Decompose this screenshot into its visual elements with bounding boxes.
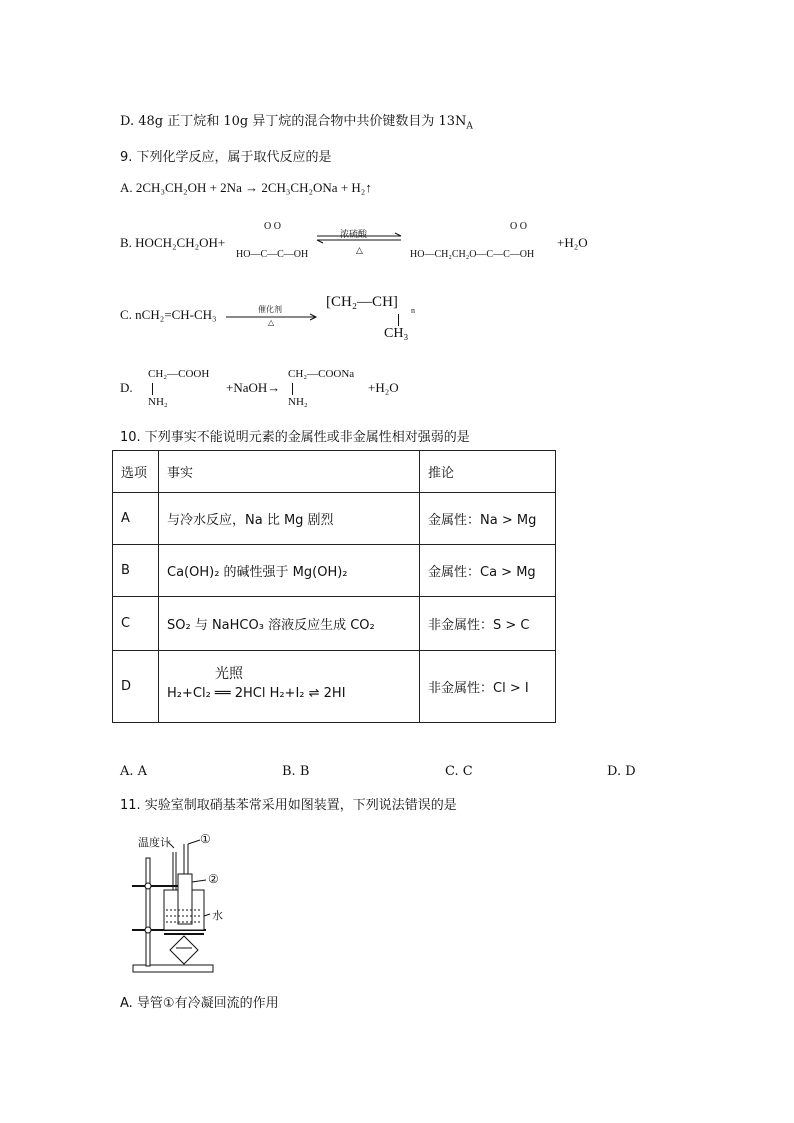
table-cell: Ca(OH)₂ 的碱性强于 Mg(OH)₂ xyxy=(159,545,420,597)
table-header-option: 选项 xyxy=(113,451,159,493)
q10-table xyxy=(112,450,556,723)
q9-option-c-branch: CH₃ xyxy=(384,326,409,341)
table-cell: A xyxy=(113,493,159,545)
q9-option-b-label: B. HOCH₂CH₂OH+ xyxy=(120,235,226,250)
q9-option-b-acid-top: O O xyxy=(264,221,281,232)
q8-option-d: D. 48g 正丁烷和 10g 异丁烷的混合物中共价键数目为 $13N_A$ xyxy=(120,114,473,132)
table-header-row xyxy=(113,451,556,493)
q9-option-c-bond xyxy=(398,314,399,326)
q9-option-d-label: D. xyxy=(120,380,133,395)
q10-answer-c: C. C xyxy=(445,764,473,779)
q9-option-b-heat: △ xyxy=(356,245,363,255)
light-condition-label: 光照 xyxy=(215,666,243,682)
q9-option-d-product-top: CH₂—COONa xyxy=(288,368,355,380)
q9-option-c-label: C. nCH₂=CH-CH₃ xyxy=(120,307,217,322)
q9-option-d-reactant-top: CH₂—COOH xyxy=(148,368,210,380)
q11-stem: 11. 实验室制取硝基苯常采用如图装置，下列说法错误的是 xyxy=(120,798,457,813)
q11-option-a: A. 导管①有冷凝回流的作用 xyxy=(120,996,279,1011)
reaction-text: H₂+Cl₂ ══ 2HCl H₂+I₂ ⇌ 2HI xyxy=(167,686,346,701)
q9-option-d-plus: +NaOH→ xyxy=(226,380,281,395)
q9-option-b-catalyst: 浓硫酸 xyxy=(340,230,368,240)
apparatus-drawing xyxy=(128,830,238,975)
table-row xyxy=(113,597,556,651)
table-header-inference: 推论 xyxy=(420,451,556,493)
q10-answer-b: B. B xyxy=(282,764,310,779)
table-cell: B xyxy=(113,545,159,597)
q9-option-a: A. 2CH₃CH₂OH + 2Na → 2CH₃CH₂ONa + H₂↑ xyxy=(120,180,372,195)
table-row xyxy=(113,545,556,597)
q9-option-b-equilibrium-arrow xyxy=(315,232,405,244)
q9-stem: 9. 下列化学反应，属于取代反应的是 xyxy=(120,150,332,165)
q10-stem: 10. 下列事实不能说明元素的金属性或非金属性相对强弱的是 xyxy=(120,430,470,445)
q10-answer-d: D. D xyxy=(607,764,636,779)
q9-option-b-product-top: O O xyxy=(510,221,527,232)
table-cell: 金属性：Na > Mg xyxy=(420,493,556,545)
label-tube-2: ② xyxy=(208,872,219,886)
q9-option-d-product-bottom: NH₂ xyxy=(288,396,308,408)
q9-option-c-n: n xyxy=(411,306,415,315)
table-cell: 金属性：Ca > Mg xyxy=(420,545,556,597)
table-cell: SO₂ 与 NaHCO₃ 溶液反应生成 CO₂ xyxy=(159,597,420,651)
q9-option-c-polymer: [CH₂—CH] xyxy=(326,294,398,310)
q9-option-b-acid: HO—C—C—OH xyxy=(236,249,309,260)
q9-option-d-water: +H₂O xyxy=(368,380,399,395)
q9-option-b-product: HO—CH₂CH₂O—C—C—OH xyxy=(410,249,535,260)
q9-option-c-heat: △ xyxy=(268,318,275,327)
table-cell: 非金属性：S > C xyxy=(420,597,556,651)
q9-option-d-reactant-bond xyxy=(152,383,153,395)
q9-option-d-reactant-bottom: NH₂ xyxy=(148,396,168,408)
table-row xyxy=(113,651,556,723)
table-cell: 非金属性：Cl > I xyxy=(420,651,556,723)
q9-option-b-water: +H₂O xyxy=(557,235,588,250)
q9-option-d-product-bond xyxy=(292,383,293,395)
label-water: 水 xyxy=(212,909,223,922)
table-row xyxy=(113,493,556,545)
q9-option-c-catalyst: 催化剂 xyxy=(258,305,282,314)
table-cell: 与冷水反应，Na 比 Mg 剧烈 xyxy=(159,493,420,545)
table-header-fact: 事实 xyxy=(159,451,420,493)
nitrobenzene-apparatus-figure xyxy=(128,830,238,975)
label-thermometer: 温度计 xyxy=(138,836,171,849)
table-cell xyxy=(159,651,420,723)
label-tube-1: ① xyxy=(200,832,211,846)
q10-answer-a: A. A xyxy=(120,764,148,779)
table-cell: C xyxy=(113,597,159,651)
table-cell: D xyxy=(113,651,159,723)
